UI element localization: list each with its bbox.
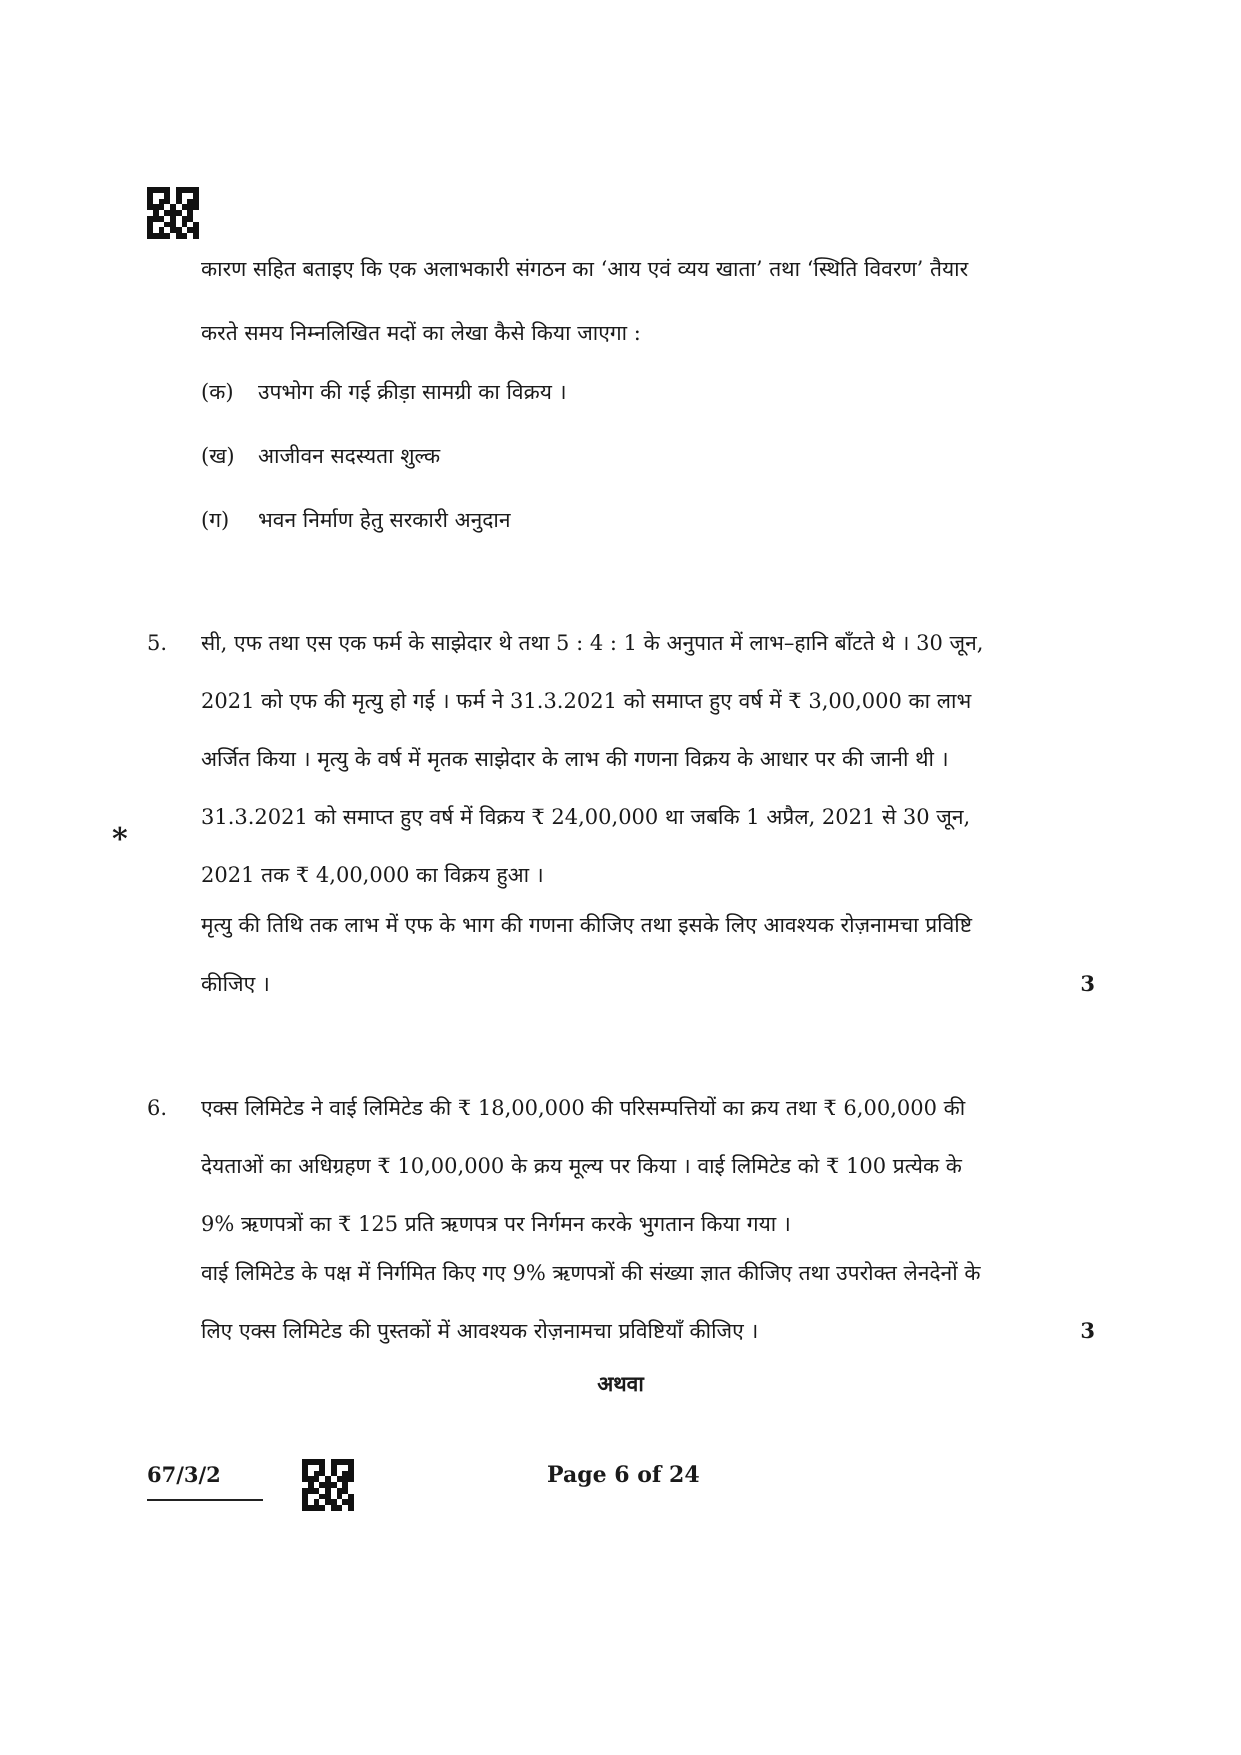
footer-qr-code-icon <box>302 1459 354 1511</box>
star-mark: * <box>112 822 128 857</box>
item-kha-text: आजीवन सदस्यता शुल्क <box>258 444 441 468</box>
question-5-marks: 3 <box>1080 971 1095 996</box>
question-5-instruction-2: कीजिए । <box>201 972 270 996</box>
item-ka-text: उपभोग की गई क्रीड़ा सामग्री का विक्रय । <box>258 380 567 404</box>
paper-code: 67/3/2 <box>147 1462 263 1501</box>
question-6-line-1: एक्स लिमिटेड ने वाई लिमिटेड की ₹ 18,00,000 की परिसम्पत्तियों का क्रय तथा ₹ 6,00,000 की <box>201 1096 966 1120</box>
question-5-line-1: सी, एफ तथा एस एक फर्म के साझेदार थे तथा 5 : 4 : 1 के अनुपात में लाभ–हानि बाँटते थे । 30 जून, <box>201 631 984 655</box>
qr-code-icon <box>147 187 199 239</box>
intro-line-2: करते समय निम्नलिखित मदों का लेखा कैसे किया जाएगा : <box>201 321 641 345</box>
question-5-instruction-1: मृत्यु की तिथि तक लाभ में एफ के भाग की गणना कीजिए तथा इसके लिए आवश्यक रोज़नामचा प्रविष्टि <box>201 913 972 937</box>
item-ga-text: भवन निर्माण हेतु सरकारी अनुदान <box>258 508 511 532</box>
question-6-line-2: देयताओं का अधिग्रहण ₹ 10,00,000 के क्रय मूल्य पर किया । वाई लिमिटेड को ₹ 100 प्रत्येक के <box>201 1154 962 1178</box>
item-ka-label: (क) <box>201 380 234 404</box>
intro-line-1: कारण सहित बताइए कि एक अलाभकारी संगठन का ‘आय एवं व्यय खाता’ तथा ‘स्थिति विवरण’ तैयार <box>201 257 969 281</box>
question-5-line-2: 2021 को एफ की मृत्यु हो गई । फर्म ने 31.3.2021 को समाप्त हुए वर्ष में ₹ 3,00,000 का लाभ <box>201 689 972 713</box>
question-6-number: 6. <box>147 1096 168 1120</box>
item-kha-label: (ख) <box>201 444 235 468</box>
question-6-marks: 3 <box>1080 1318 1095 1343</box>
question-6-instruction-2: लिए एक्स लिमिटेड की पुस्तकों में आवश्यक रोज़नामचा प्रविष्टियाँ कीजिए । <box>201 1319 759 1343</box>
question-5-number: 5. <box>147 631 168 655</box>
page-number: Page 6 of 24 <box>547 1462 700 1488</box>
question-5-line-5: 2021 तक ₹ 4,00,000 का विक्रय हुआ । <box>201 863 544 887</box>
item-ga-label: (ग) <box>201 508 230 532</box>
or-divider-label: अथवा <box>597 1371 644 1396</box>
question-6-line-3: 9% ऋणपत्रों का ₹ 125 प्रति ऋणपत्र पर निर्गमन करके भुगतान किया गया । <box>201 1212 791 1236</box>
question-5-line-4: 31.3.2021 को समाप्त हुए वर्ष में विक्रय ₹ 24,00,000 था जबकि 1 अप्रैल, 2021 से 30 जून, <box>201 805 971 829</box>
question-5-line-3: अर्जित किया । मृत्यु के वर्ष में मृतक साझेदार के लाभ की गणना विक्रय के आधार पर की जानी थी । <box>201 747 949 771</box>
question-6-instruction-1: वाई लिमिटेड के पक्ष में निर्गमित किए गए 9% ऋणपत्रों की संख्या ज्ञात कीजिए तथा उपरोक्त लेनदेनों के <box>201 1261 981 1285</box>
